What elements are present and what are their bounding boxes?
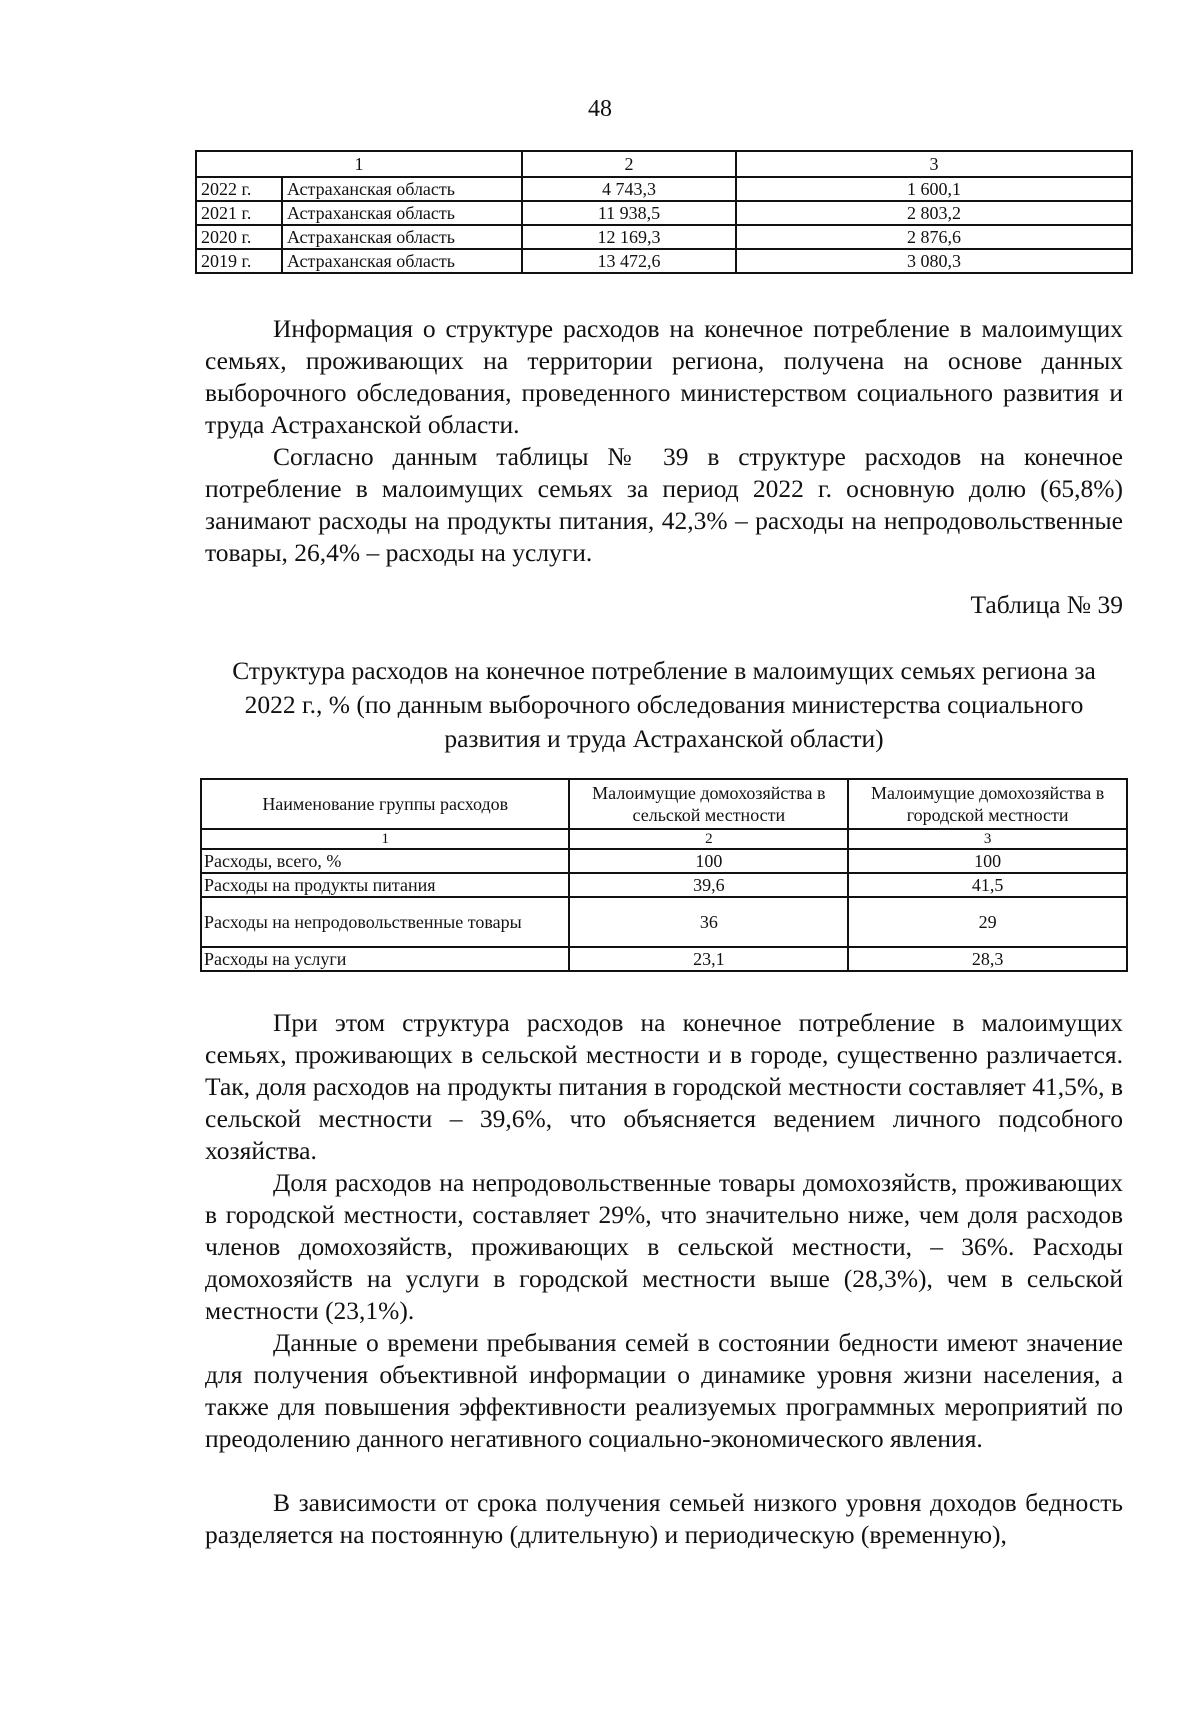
column-number: 3 bbox=[848, 829, 1127, 849]
year-cell: 2019 г. bbox=[196, 249, 282, 273]
table-header-row bbox=[201, 779, 1127, 829]
paragraph: Данные о времени пребывания семей в состоянии бедности имеют значение для получения объективной информации о динамике уровня жизни населения, а также для повышения эффективности реализуемых программных мероприятий по преодолению данного негативного социально-экономического явления. bbox=[205, 1328, 1123, 1453]
urban-value: 28,3 bbox=[848, 947, 1127, 971]
region-cell: Астраханская область bbox=[282, 249, 522, 273]
value-cell: 12 169,3 bbox=[522, 225, 736, 249]
urban-value: 41,5 bbox=[848, 873, 1127, 897]
urban-value: 29 bbox=[848, 897, 1127, 947]
table-row bbox=[201, 849, 1127, 873]
rural-value: 100 bbox=[569, 849, 848, 873]
table-row bbox=[201, 947, 1127, 971]
expense-name: Расходы, всего, % bbox=[201, 849, 569, 873]
expense-name: Расходы на услуги bbox=[201, 947, 569, 971]
paragraph: Согласно данным таблицы № 39 в структуре расходов на конечное потребление в малоимущих семьях за период 2022 г. основную долю (65,8%) занимают расходы на продукты питания, 42,3% – расходы на непродовольственные товары, 26,4% – расходы на услуги. bbox=[205, 442, 1123, 567]
value-cell: 1 600,1 bbox=[736, 177, 1132, 201]
value-cell: 13 472,6 bbox=[522, 249, 736, 273]
value-cell: 2 876,6 bbox=[736, 225, 1132, 249]
paragraph: Информация о структуре расходов на конечное потребление в малоимущих семьях, проживающих на территории региона, получена на основе данных выборочного обследования, проведенного министерством социального развития и труда Астраханской области. bbox=[205, 314, 1123, 439]
value-cell: 3 080,3 bbox=[736, 249, 1132, 273]
value-cell: 2 803,2 bbox=[736, 201, 1132, 225]
table-row bbox=[196, 225, 1132, 249]
rural-value: 39,6 bbox=[569, 873, 848, 897]
expense-name: Расходы на непродовольственные товары bbox=[201, 897, 569, 947]
year-cell: 2020 г. bbox=[196, 225, 282, 249]
rural-value: 36 bbox=[569, 897, 848, 947]
region-cell: Астраханская область bbox=[282, 201, 522, 225]
header-rural: Малоимущие домохозяйства в сельской местности bbox=[569, 779, 848, 829]
expense-name: Расходы на продукты питания bbox=[201, 873, 569, 897]
header-name: Наименование группы расходов bbox=[201, 779, 569, 829]
column-number-row bbox=[201, 829, 1127, 849]
column-number: 2 bbox=[569, 829, 848, 849]
column-number: 1 bbox=[201, 829, 569, 849]
value-cell: 4 743,3 bbox=[522, 177, 736, 201]
urban-value: 100 bbox=[848, 849, 1127, 873]
header-col-3: 3 bbox=[736, 151, 1132, 177]
table-row bbox=[196, 201, 1132, 225]
year-cell: 2021 г. bbox=[196, 201, 282, 225]
region-cell: Астраханская область bbox=[282, 225, 522, 249]
year-cell: 2022 г. bbox=[196, 177, 282, 201]
region-cell: Астраханская область bbox=[282, 177, 522, 201]
table-header-row bbox=[196, 151, 1132, 177]
table-title: Структура расходов на конечное потребление в малоимущих семьях региона за 2022 г., % (по данным выборочного обследования министерства социального развития и труда Астраханской области) bbox=[232, 656, 1096, 753]
expenditure-structure-table bbox=[200, 778, 1128, 972]
table-row bbox=[196, 177, 1132, 201]
header-col-1: 1 bbox=[196, 151, 522, 177]
table-row bbox=[196, 249, 1132, 273]
paragraph: При этом структура расходов на конечное потребление в малоимущих семьях, проживающих в сельской местности и в городе, существенно различается. Так, доля расходов на продукты питания в городской местности составляет 41,5%, в сельской местности – 39,6%, что объясняется ведением личного подсобного хозяйства. bbox=[205, 1008, 1123, 1165]
header-urban: Малоимущие домохозяйства в городской местности bbox=[848, 779, 1127, 829]
table-continuation bbox=[195, 150, 1133, 274]
header-col-2: 2 bbox=[522, 151, 736, 177]
value-cell: 11 938,5 bbox=[522, 201, 736, 225]
paragraph: В зависимости от срока получения семьей низкого уровня доходов бедность разделяется на постоянную (длительную) и периодическую (временную), bbox=[205, 1488, 1123, 1549]
rural-value: 23,1 bbox=[569, 947, 848, 971]
table-caption: Таблица № 39 bbox=[970, 590, 1123, 619]
paragraph: Доля расходов на непродовольственные товары домохозяйств, проживающих в городской местности, составляет 29%, что значительно ниже, чем доля расходов членов домохозяйств, проживающих в сельской местности, – 36%. Расходы домохозяйств на услуги в городской местности выше (28,3%), чем в сельской местности (23,1%). bbox=[205, 1168, 1123, 1325]
page-number: 48 bbox=[588, 96, 612, 122]
table-row bbox=[201, 873, 1127, 897]
table-row bbox=[201, 897, 1127, 947]
